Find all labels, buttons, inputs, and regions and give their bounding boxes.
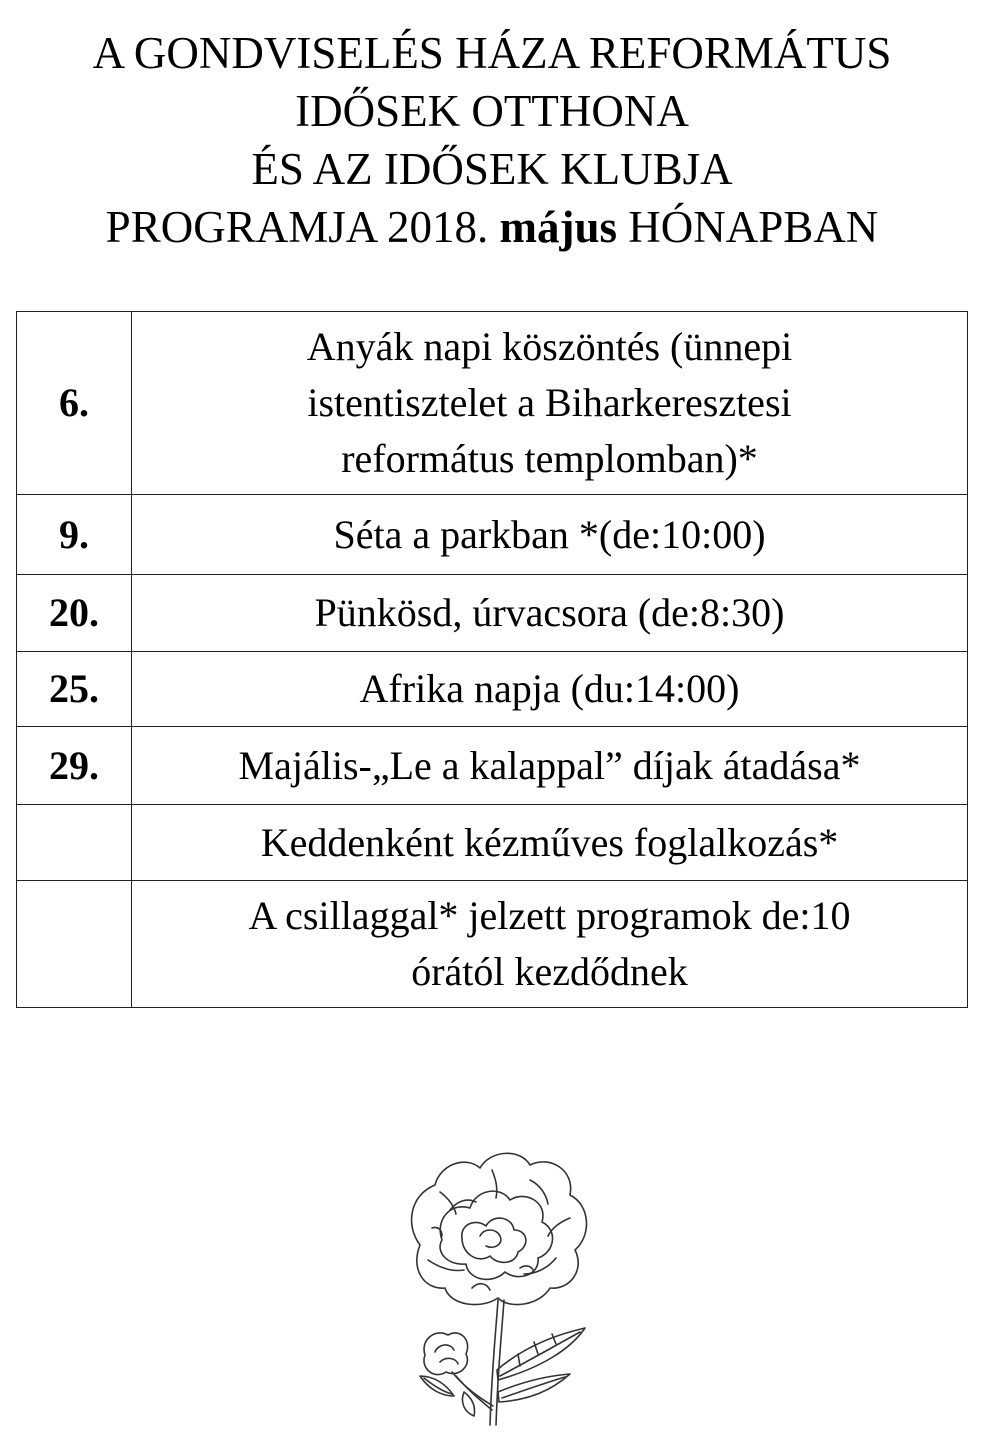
- table-row: [17, 652, 968, 727]
- event-line: református templomban)*: [341, 436, 758, 481]
- event-cell: [132, 652, 968, 727]
- day-cell: [17, 805, 132, 881]
- day-cell: 25.: [17, 652, 132, 727]
- event-line: Afrika napja (du:14:00): [359, 666, 740, 711]
- title-line-4-suffix: HÓNAPBAN: [628, 202, 879, 252]
- event-cell: [132, 312, 968, 495]
- day-cell: 6.: [17, 312, 132, 495]
- event-line: Keddenként kézműves foglalkozás*: [260, 819, 839, 865]
- event-line: Majális-„Le a kalappal” díjak átadása*: [238, 742, 861, 788]
- day-cell: 9.: [17, 495, 132, 575]
- page-title: [0, 24, 984, 256]
- event-line: órától kezdődnek: [411, 949, 688, 994]
- table-row: [17, 881, 968, 1008]
- table-row: [17, 312, 968, 495]
- day-cell: [17, 881, 132, 1008]
- program-table: [16, 311, 968, 1008]
- title-line-1: A GONDVISELÉS HÁZA REFORMÁTUS: [92, 28, 892, 78]
- title-line-4-prefix: PROGRAMJA 2018.: [105, 202, 489, 252]
- event-cell: [132, 727, 968, 805]
- title-line-2: IDŐSEK OTTHONA: [295, 86, 689, 136]
- peony-flower-drawing-icon: [380, 1140, 630, 1430]
- event-line: A csillaggal* jelzett programok de:10: [248, 893, 851, 938]
- table-row: [17, 727, 968, 805]
- title-month: május: [499, 202, 618, 252]
- event-cell: [132, 575, 968, 652]
- title-line-4: [0, 198, 984, 256]
- table-row: [17, 805, 968, 881]
- event-line: Séta a parkban *(de:10:00): [333, 511, 766, 557]
- event-cell: [132, 805, 968, 881]
- table-row: [17, 575, 968, 652]
- event-cell: [132, 495, 968, 575]
- day-cell: 29.: [17, 727, 132, 805]
- table-row: [17, 495, 968, 575]
- event-line: istentisztelet a Biharkeresztesi: [307, 380, 792, 425]
- event-cell: [132, 881, 968, 1008]
- event-line: Anyák napi köszöntés (ünnepi: [306, 324, 793, 369]
- day-cell: 20.: [17, 575, 132, 652]
- title-line-3: ÉS AZ IDŐSEK KLUBJA: [251, 144, 733, 194]
- event-line: Pünkösd, úrvacsora (de:8:30): [314, 590, 785, 635]
